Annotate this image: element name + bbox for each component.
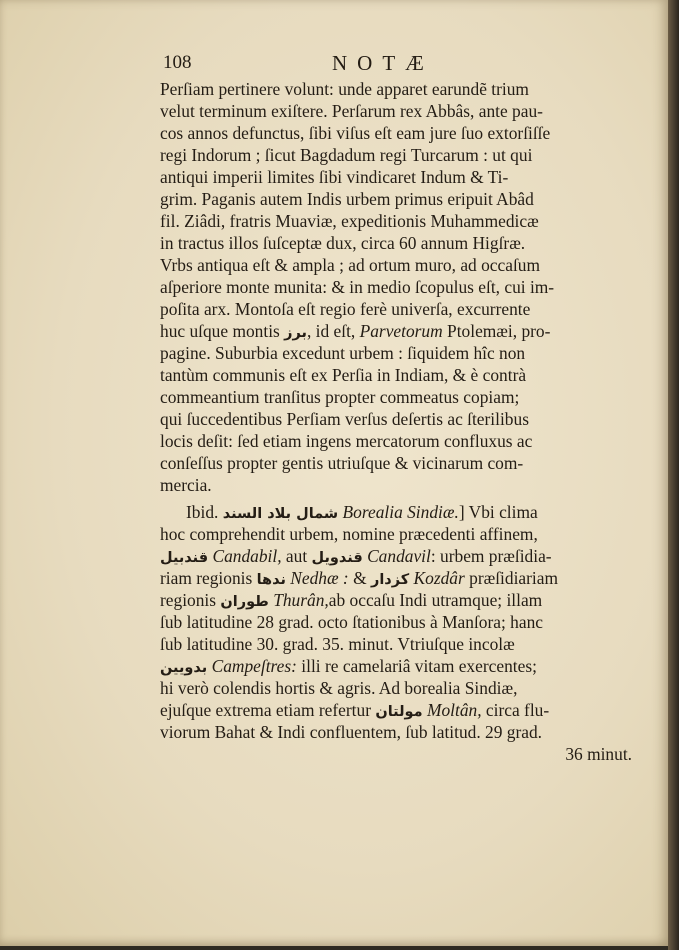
text-run: præſidiariam [464,568,558,588]
book-gutter [668,0,679,950]
text-run: locis deſit: ſed etiam ingens mercatorum confluxus ac [160,431,533,451]
text-line [160,452,632,474]
text-run: regionis [160,590,221,610]
arabic-term: قندويل [311,550,363,566]
text-run: qui ſuccedentibus Perſiam verſus deſertis ac ſterilibus [160,409,529,429]
arabic-term: مولتان [375,704,423,720]
text-run: & [348,568,371,588]
text-run: circa flu- [481,700,550,720]
arabic-term: بدويين [160,660,208,676]
text-run: riam regionis [160,568,257,588]
text-line [160,276,632,298]
text-line [160,743,632,765]
text-line [160,386,632,408]
text-run: antiqui imperii limites ſibi vindicaret Indum & Ti- [160,167,509,187]
text-line [160,122,632,144]
text-line [160,611,632,633]
arabic-term: كزدار [370,572,410,588]
text-line [160,254,632,276]
text-line [160,430,632,452]
text-line [160,342,632,364]
text-run: commeantium tranſitus propter commeatus copiam; [160,387,520,407]
italic-term: Parvetorum [359,321,443,341]
text-line [160,721,632,743]
text-line [160,474,632,496]
text-run: ab occaſu Indi utramque; illam [328,590,543,610]
text-run: pagine. Suburbia excedunt urbem : ſiquidem hîc non [160,343,526,363]
text-line [160,364,632,386]
italic-term: Thurân, [273,590,329,610]
text-run: Ptolemæi, pro- [442,321,551,341]
text-run: ſub latitudine 28 grad. octo ſtationibus à Manſora; hanc [160,612,543,632]
text-run: fil. Ziâdi, fratris Muaviæ, expeditionis Muhammedicæ [160,211,539,231]
text-line [160,188,632,210]
text-run: Vrbs antiqua eſt & ampla ; ad ortum muro, ad occaſum [160,255,540,275]
text-run: : urbem præſidia- [430,546,552,566]
text-line [160,320,632,342]
text-line [160,501,632,523]
text-run: grim. Paganis autem Indis urbem primus eripuit Abâd [160,189,534,209]
italic-term: Campeſtres: [211,656,297,676]
text-line [160,589,632,611]
arabic-term: شمال بلاد السند [222,506,339,522]
text-run: , id eſt, [306,321,360,341]
text-line [160,100,632,122]
text-run: in tractus illos ſuſceptæ dux, circa 60 annum Higſræ. [160,233,526,253]
text-run: aſperiore monte munita: & in medio ſcopulus eſt, cui im- [160,277,555,297]
text-line [160,408,632,430]
text-line [160,210,632,232]
text-run: ejuſque extrema etiam refertur [160,700,376,720]
arabic-term: طوران [220,594,269,610]
arabic-term: قندبيل [160,550,209,566]
text-line [160,633,632,655]
text-run: ſub latitudine 30. grad. 35. minut. Vtriuſque incolæ [160,634,515,654]
text-run: poſita arx. Montoſa eſt regio ferè univerſa, excurrente [160,299,531,319]
text-run: illi re camelariâ vitam exercentes; [296,656,537,676]
text-line [160,166,632,188]
text-run: regi Indorum ; ſicut Bagdadum regi Turcarum : ut qui [160,145,533,165]
italic-term: Candabil, [212,546,282,566]
text-line [160,677,632,699]
text-line [160,144,632,166]
italic-term: Nedhæ : [290,568,349,588]
text-line [160,78,632,100]
running-head: NOTÆ [332,51,434,75]
text-line [160,232,632,254]
text-run: hi verò colendis hortis & agris. Ad borealia Sindiæ, [160,678,518,698]
text-line [160,523,632,545]
page-header [163,52,633,78]
arabic-term: ندها [256,572,286,588]
text-run: viorum Bahat & Indi confluentem, ſub latitud. 29 grad. [160,722,543,742]
italic-term: Moltân, [426,700,482,720]
text-run: Ibid. [186,502,223,522]
text-line [160,545,632,567]
italic-term: Candavil [367,546,431,566]
text-run: 36 minut. [565,744,632,764]
text-run: ] Vbi clima [458,502,538,522]
text-run: Perſiam pertinere volunt: unde apparet earundẽ trium [160,79,529,99]
text-run: tantùm communis eſt ex Perſia in Indiam, & è contrà [160,365,527,385]
italic-term: Kozdâr [413,568,465,588]
text-run: hoc comprehendit urbem, nomine præcedenti affinem, [160,524,538,544]
text-run: velut terminum exiſtere. Perſarum rex Abbâs, ante pau- [160,101,543,121]
text-run: mercia. [160,475,212,495]
page-number: 108 [163,52,192,73]
body-text [160,78,632,765]
italic-term: Borealia Sindiæ. [342,502,459,522]
text-run: aut [281,546,312,566]
text-line [160,655,632,677]
text-run: conſeſſus propter gentis utriuſque & vicinarum com- [160,453,524,473]
text-run: huc uſque montis [160,321,285,341]
text-run: cos annos defunctus, ſibi viſus eſt eam jure ſuo extorſiſſe [160,123,551,143]
text-line [160,567,632,589]
arabic-term: برز [284,325,307,341]
text-line [160,298,632,320]
text-line [160,699,632,721]
